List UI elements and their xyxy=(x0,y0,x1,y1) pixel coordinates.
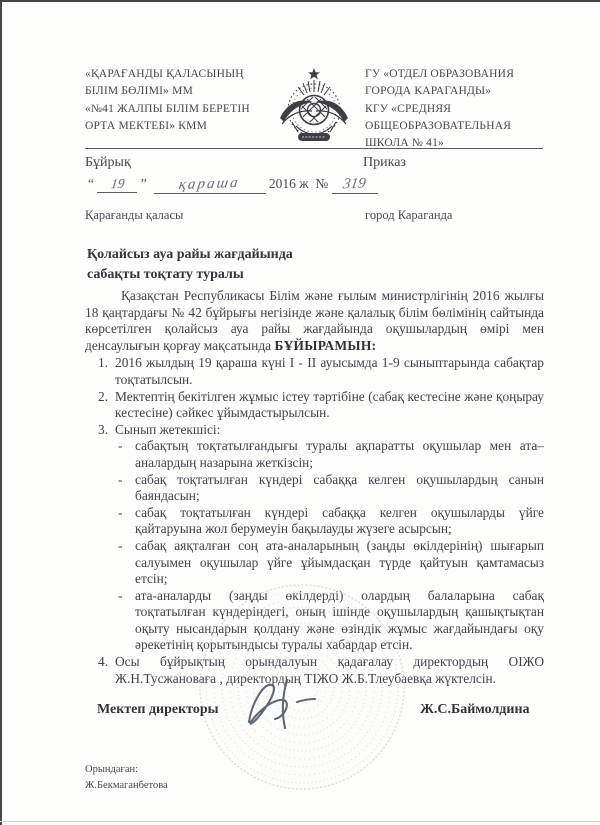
header-divider xyxy=(85,148,543,149)
month-field xyxy=(154,176,266,194)
order-heading-row xyxy=(85,155,543,171)
letterhead xyxy=(85,66,545,152)
document-title xyxy=(87,245,293,286)
item-number: 4. xyxy=(98,654,109,670)
intro-paragraph xyxy=(85,288,544,354)
letterhead-left-kazakh xyxy=(85,66,273,152)
city-kazakh: Қарағанды қаласы xyxy=(85,208,184,222)
order-label-kazakh: Бұйрық xyxy=(85,155,131,170)
dash-bullet: - xyxy=(118,504,123,520)
executor-block xyxy=(85,762,168,794)
sub-item-text: сабақ тоқтатылған күндері сабаққа келген оқушылардың санын баяндасын; xyxy=(135,471,544,504)
sub-item-text: сабақтың тоқтатылғандығы туралы ақпаратты оқушылар мен ата–аналардың назарына жеткізсін; xyxy=(135,438,544,470)
dash-bullet: - xyxy=(118,537,123,553)
letterhead-line: «ҚАРАҒАНДЫ ҚАЛАСЫНЫҢ xyxy=(85,68,244,80)
dash-bullet: - xyxy=(118,587,123,603)
title-line: сабақты тоқтату туралы xyxy=(87,267,244,283)
list-item-3 xyxy=(85,422,544,439)
signature-name: Ж.С.Баймолдина xyxy=(420,702,530,717)
letterhead-line: ГОРОДА КАРАГАНДЫ» xyxy=(365,85,492,98)
handwritten-month: қараша xyxy=(178,174,242,194)
letterhead-line: ОБЩЕОБРАЗОВАТЕЛЬНАЯ xyxy=(365,119,512,132)
signature-row xyxy=(97,702,545,718)
date-line xyxy=(88,176,378,194)
handwritten-day: 19 xyxy=(109,175,126,192)
sub-item-text: сабақ аяқталған соң ата-аналарының (заңды өкілдерінің) шығарып салуымен оқушылар үйге ұйымдасқан түрде қайтуын қамтамасыз етсін; xyxy=(135,537,544,587)
handwritten-order-number: 319 xyxy=(342,175,368,193)
item-text: Осы бұйрықтың орындалуын қадағалау директордың ОІЖО Ж.Н.Тусжановаға , директордың ТІЖО Ж.Б.Тлеубаевқа жүктелсін. xyxy=(115,654,544,686)
city-russian: город Караганда xyxy=(365,208,453,222)
letterhead-line: КГУ «СРЕДНЯЯ xyxy=(365,102,452,115)
quote-mark: “ xyxy=(88,176,94,191)
letterhead-right-russian xyxy=(365,66,545,152)
order-label-russian: Приказ xyxy=(363,155,406,170)
letterhead-line: БІЛІМ БӨЛІМІ» ММ xyxy=(85,85,194,98)
item-number: 3. xyxy=(98,421,109,437)
item-text: Мектептің бекітілген жұмыс істеу тәртібіне (сабақ кестесіне және қоңырау кестесіне) сәйкес ұйымдастырылсын. xyxy=(115,388,544,421)
item-number: 2. xyxy=(98,388,109,404)
title-line: Қолайсыз ауа райы жағдайында xyxy=(87,247,293,262)
year-label: 2016 ж xyxy=(268,176,309,191)
kazakhstan-emblem-icon xyxy=(273,66,355,152)
dash-bullet: - xyxy=(118,471,123,487)
dash-bullet: - xyxy=(118,438,123,454)
sub-list-item xyxy=(85,505,544,538)
city-row xyxy=(85,208,543,223)
quote-mark: ” xyxy=(140,176,147,191)
order-number-field xyxy=(332,176,378,194)
day-field xyxy=(97,176,137,193)
letterhead-line: «№41 ЖАЛПЫ БІЛІМ БЕРЕТІН xyxy=(85,102,250,115)
signature-role: Мектеп директоры xyxy=(97,702,219,717)
sub-list-item xyxy=(85,438,544,471)
sub-list-item xyxy=(85,472,544,505)
executor-name: Ж.Бекмаганбетова xyxy=(85,779,168,791)
sub-item-text: ата-аналарды (заңды өкілдерді) олардың балаларына сабақ тоқтатылған күндеріндегі, оның ішінде оқушылардың қашықтықтан оқыту нысандарын қолдану және өзіндік жұмыс жағдайындағы оқу әрекетінің қорытындысы туралы хабардар етсін. xyxy=(135,587,544,653)
item-text: 2016 жылдың 19 қараша күні I - II ауысымда 1-9 сыныптарында сабақтар тоқтатылсын. xyxy=(115,355,544,387)
directive-keyword: БҰЙЫРАМЫН: xyxy=(274,337,377,353)
letterhead-line: ШКОЛА № 41» xyxy=(365,137,444,149)
letterhead-line: ОРТА МЕКТЕБІ» КММ xyxy=(85,119,208,132)
executor-label: Орындаған: xyxy=(85,764,139,775)
letterhead-line: ГУ «ОТДЕЛ ОБРАЗОВАНИЯ xyxy=(365,68,515,80)
sub-item-text: сабақ тоқтатылған күндері сабаққа келген оқушыларды үйге қайтаруына жол берумеуін бақылауды жүзеге асырсын; xyxy=(135,504,544,537)
number-sign: № xyxy=(315,176,329,191)
list-item-2 xyxy=(85,389,544,422)
scan-edge-bottom xyxy=(0,821,600,822)
scan-edge-left xyxy=(0,0,2,825)
scan-edge-top xyxy=(0,0,600,2)
item-number: 1. xyxy=(98,355,109,371)
intro-text: Қазақстан Республикасы Білім және ғылым министрлігінің 2016 жылғы 18 қаңтардағы № 42 бұйрығы негізінде және қалалық білім бөлімінің сайтында көрсетілген қолайсыз ауа райы жағдайында оқушылардың өмірі мен денсаулығын қорғау мақсатында xyxy=(85,288,544,353)
list-item-1 xyxy=(85,355,544,388)
item-text: Сынып жетекшісі: xyxy=(115,421,221,437)
